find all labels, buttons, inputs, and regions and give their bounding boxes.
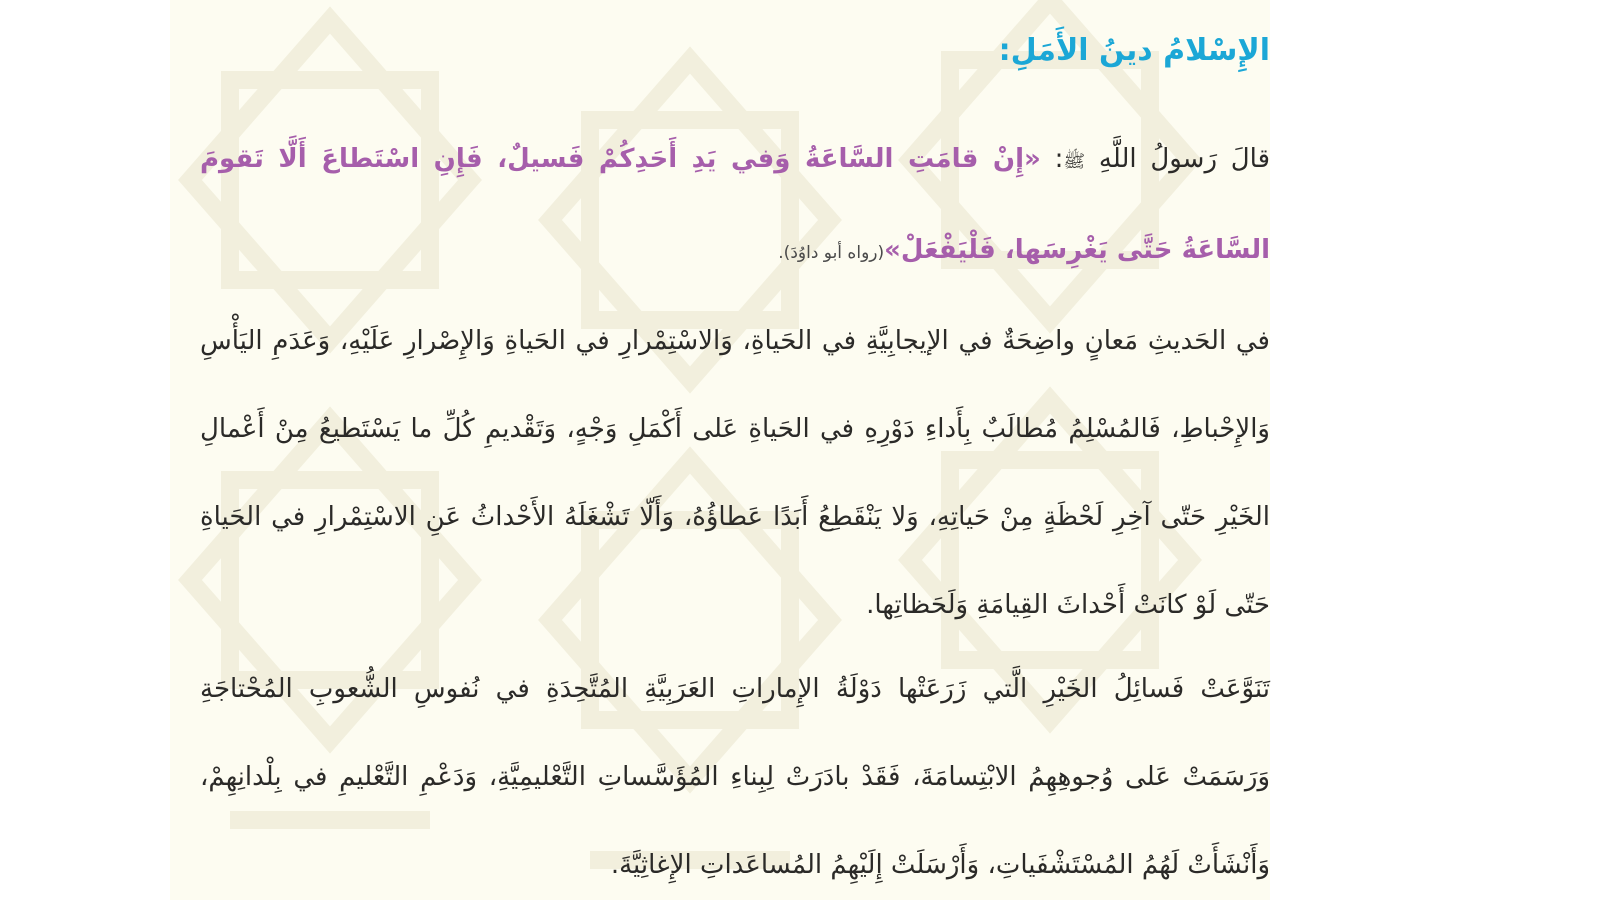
hadith-colon: : <box>1040 144 1064 174</box>
lesson-content <box>200 28 1270 900</box>
section-title: الإِسْلامُ دينُ الأَمَلِ: <box>998 33 1270 68</box>
hadith-paragraph <box>200 115 1270 297</box>
hadith-intro: قالَ رَسولُ اللَّهِ <box>1098 144 1271 174</box>
hadith-source: (رواه أبو داوُدَ). <box>778 243 885 263</box>
body-paragraph-1: في الحَديثِ مَعانٍ واضِحَةٌ في الإيجابِيَّةِ في الحَياةِ، وَالاسْتِمْرارِ في الحَياةِ وَالإِصْرارِ عَلَيْهِ، وَعَدَمِ اليَأْسِ وَالإِحْباطِ، فَالمُسْلِمُ مُطالَبٌ بِأَداءِ دَوْرِهِ في الحَياةِ عَلى أَكْمَلِ وَجْهٍ، وَتَقْديمِ كُلِّ ما يَسْتَطيعُ مِنْ أَعْمالِ الخَيْرِ حَتّى آخِرِ لَحْظَةٍ مِنْ حَياتِهِ، وَلا يَنْقَطِعُ أَبَدًا عَطاؤُهُ، وَأَلّا تَشْغَلَهُ الأَحْداثُ عَنِ الاسْتِمْرارِ في الحَياةِ حَتّى لَوْ كانَتْ أَحْداثَ القِيامَةِ وَلَحَظاتِها. <box>200 326 1270 620</box>
body-paragraph-2: تَنَوَّعَتْ فَسائِلُ الخَيْرِ الَّتي زَرَعَتْها دَوْلَةُ الإِماراتِ العَرَبِيَّةِ المُتَّحِدَةِ في نُفوسِ الشُّعوبِ المُحْتاجَةِ وَرَسَمَتْ عَلى وُجوهِهِمُ الابْتِسامَةَ، فَقَدْ بادَرَتْ لِبِناءِ المُؤَسَّساتِ التَّعْليمِيَّةِ، وَدَعْمِ التَّعْليمِ في بِلْدانِهِمْ، وَأَنْشَأَتْ لَهُمُ المُسْتَشْفَياتِ، وَأَرْسَلَتْ إِلَيْهِمُ المُساعَداتِ الإِغاثِيَّةَ. <box>200 674 1270 880</box>
hadith-text: إِنْ قامَتِ السَّاعَةُ وَفي يَدِ أَحَدِكُمْ فَسيلٌ، فَإِنِ اسْتَطاعَ أَلَّا تَقومَ السَّاعَةُ حَتَّى يَغْرِسَها، فَلْيَفْعَلْ <box>200 144 1270 265</box>
hadith-close-quote: » <box>884 235 901 265</box>
hadith-open-quote: « <box>1024 144 1041 174</box>
pbuh-glyph: ﷺ <box>1063 151 1086 172</box>
